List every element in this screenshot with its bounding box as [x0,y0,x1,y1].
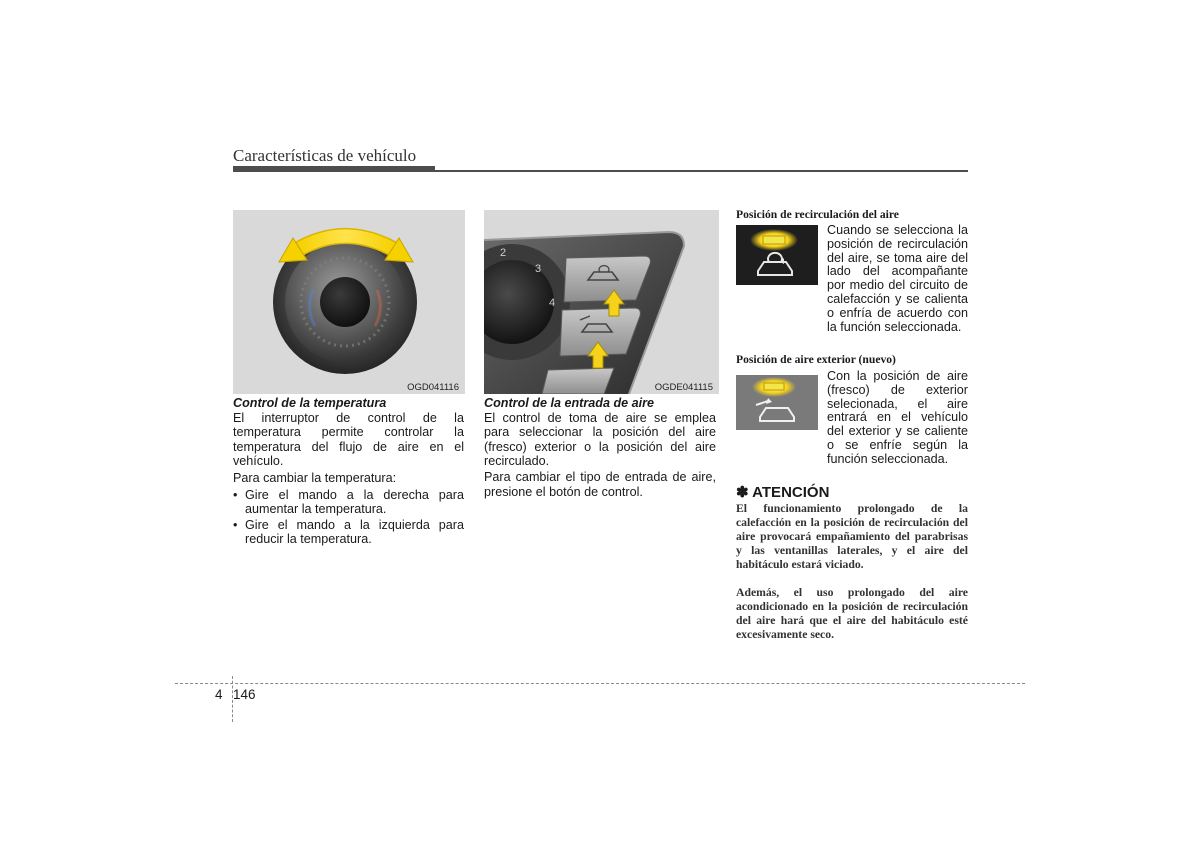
recirculation-icon [736,225,818,285]
list-item: • Gire el mando a la derecha para aumentar la temperatura. [233,488,464,517]
section-heading: Control de la temperatura [233,396,387,410]
section-title: Características de vehículo [233,146,417,165]
section-number: 4 [215,687,223,702]
panel-number-3: 3 [535,263,542,275]
header-rule [435,170,968,172]
air-intake-section [484,396,716,499]
knob-center-cap [320,277,370,327]
paragraph: El interruptor de control de la temperatura permite controlar la temperatura del flujo de aire en el vehículo. [233,410,464,469]
outside-air-indicator [736,375,818,430]
page-number-value: 146 [233,687,256,702]
paragraph: Para cambiar el tipo de entrada de aire, presione el botón de control. [484,469,716,499]
paragraph: El control de toma de aire se emplea para seleccionar la posición del aire (fresco) exterior o la posición del aire recirculado. [484,410,716,469]
air-intake-figure [484,210,719,394]
recirculation-indicator [736,225,818,285]
recirculation-description: Cuando se selecciona la posición de recirculación del aire, se toma aire del lado del acompañante por medio del circuito de calefacción y se calienta o enfría de acuerdo con la función seleccionada. [827,223,968,334]
figure-code: OGD041116 [407,382,459,393]
temperature-knob-illustration [233,210,465,394]
outside-air-description: Con la posición de aire (fresco) de exterior selecionada, el aire entrará en el vehículo del exterior y se caliente o se enfríe según la función seleccionada. [827,369,968,466]
list-item: • Gire el mando a la izquierda para reducir la temperatura. [233,518,464,547]
temperature-section [233,396,464,547]
paragraph: Para cambiar la temperatura: [233,470,397,485]
panel-number-2: 2 [500,247,507,259]
bullet-list [233,488,464,547]
outside-air-heading: Posición de aire exterior (nuevo) [736,353,896,366]
page-number [215,687,256,702]
air-intake-panel-illustration [484,210,719,394]
header-rule-accent [233,166,435,172]
panel-number-4: 4 [549,297,556,309]
caution-paragraph: El funcionamiento prolongado de la calefacción en la posición de recirculación del aire provocará empañamiento del parabrisas y las ventanillas laterales, y el aire del habitáculo estará viciado. [736,502,968,571]
recirculation-heading: Posición de recirculación del aire [736,208,899,221]
section-heading: Control de la entrada de aire [484,396,655,410]
figure-code: OGDE041115 [654,382,713,393]
caution-paragraph: Además, el uso prolongado del aire acondicionado en la posición de recirculación del aire hará que el aire del habitáculo esté excesivamente seco. [736,586,968,641]
recirculation-button[interactable] [564,256,650,302]
footer-rule [175,683,1025,684]
caution-title: ✽ ATENCIÓN [736,484,830,501]
fresh-air-icon [736,375,818,430]
temperature-knob-figure [233,210,465,394]
